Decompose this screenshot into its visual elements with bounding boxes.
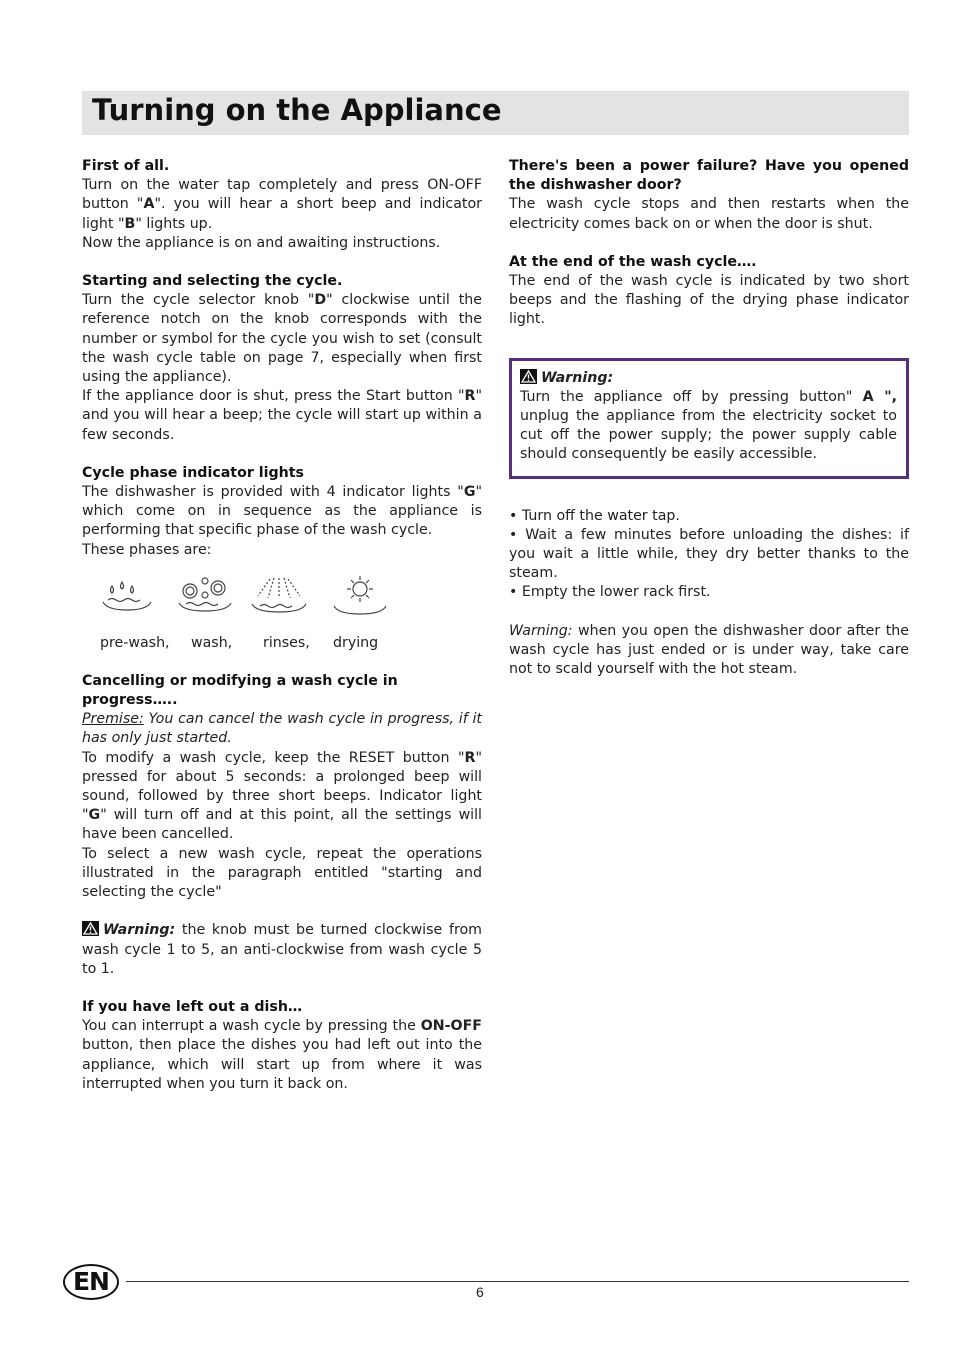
- power-heading: There's been a power failure? Have you opened the dishwasher door?: [509, 158, 909, 194]
- phase-text: The dishwasher is provided with 4 indicator lights "G" which come on in sequence as the appliance is performing that specific phase of the wash cycle.: [82, 484, 482, 539]
- phase-label: drying: [333, 634, 379, 651]
- starting-text: Turn the cycle selector knob "D" clockwise until the reference notch on the knob corresponds with the number or symbol for the cycle you wish to set (consult the wash cycle table on page 7, especially when first using the appliance).: [82, 292, 482, 386]
- warning-icon: [520, 369, 537, 384]
- page-title: Turning on the Appliance: [92, 93, 502, 127]
- cancel-premise: Premise: You can cancel the wash cycle in progress, if it has only just started.: [82, 711, 482, 747]
- cancel-heading: Cancelling or modifying a wash cycle in progress…..: [82, 672, 398, 709]
- power-text: The wash cycle stops and then restarts when the electricity comes back on or when the door is shut.: [509, 196, 909, 232]
- warning-box-text: Turn the appliance off by pressing button" A ", unplug the appliance from the electricity socket to cut off the power supply; the power supply cable should consequently be easily accessible.: [520, 388, 898, 463]
- page-number: 6: [476, 1284, 484, 1300]
- pre-wash-icon: [102, 576, 154, 618]
- cancel-text-2: To select a new wash cycle, repeat the operations illustrated in the paragraph entitled "starting and selecting the cycle": [82, 845, 482, 901]
- phase-label: wash,: [191, 634, 233, 651]
- starting-text-2: If the appliance door is shut, press the Start button "R" and you will hear a beep; the cycle will start up within a few seconds.: [82, 388, 482, 443]
- first-of-all-text-2: Now the appliance is on and awaiting instructions.: [82, 234, 441, 251]
- rinses-icon: [250, 576, 308, 620]
- knob-warning: Warning: the knob must be turned clockwise from wash cycle 1 to 5, an anti-clockwise from wash cycle 5 to 1.: [82, 922, 482, 977]
- starting-heading: Starting and selecting the cycle.: [82, 273, 343, 290]
- end-heading: At the end of the wash cycle….: [509, 253, 757, 270]
- steam-warning: Warning: when you open the dishwasher door after the wash cycle has just ended or is under way, take care not to scald yourself with the hot steam.: [509, 622, 909, 678]
- warning-box-title: Warning:: [520, 369, 897, 388]
- phase-label: pre-wash,: [100, 634, 170, 651]
- warning-icon: [82, 921, 99, 936]
- phase-text-2: These phases are:: [82, 541, 212, 558]
- drying-icon: [332, 576, 390, 620]
- footer-rule: [126, 1281, 909, 1282]
- end-text: The end of the wash cycle is indicated by two short beeps and the flashing of the drying phase indicator light.: [509, 273, 909, 328]
- bullet-item: • Turn off the water tap.: [509, 507, 680, 524]
- phase-icons: [82, 566, 482, 672]
- bullet-item: • Wait a few minutes before unloading the dishes: if you wait a little while, they dry better thanks to the steam.: [509, 526, 909, 582]
- title-band: [82, 91, 909, 135]
- phase-heading: Cycle phase indicator lights: [82, 464, 304, 481]
- wash-icon: [178, 576, 234, 618]
- bullet-item: • Empty the lower rack first.: [509, 584, 711, 601]
- warning-box: [509, 358, 909, 479]
- dish-text: You can interrupt a wash cycle by pressing the ON-OFF button, then place the dishes you had left out into the appliance, which will start up from where it was interrupted when you turn it back on.: [82, 1018, 482, 1092]
- dish-heading: If you have left out a dish…: [82, 998, 303, 1015]
- cancel-text: To modify a wash cycle, keep the RESET button "R" pressed for about 5 seconds: a prolonged beep will sound, followed by three short beeps. Indicator light "G" will turn off and at this point, all the settings will have been cancelled.: [82, 749, 482, 843]
- left-column: [82, 157, 482, 1094]
- language-badge: EN: [63, 1264, 119, 1300]
- phase-label: rinses,: [263, 634, 310, 651]
- first-of-all-text: Turn on the water tap completely and press ON-OFF button "A". you will hear a short beep and indicator light "B" lights up.: [82, 177, 482, 232]
- first-of-all-heading: First of all.: [82, 158, 170, 174]
- right-column: [509, 157, 909, 679]
